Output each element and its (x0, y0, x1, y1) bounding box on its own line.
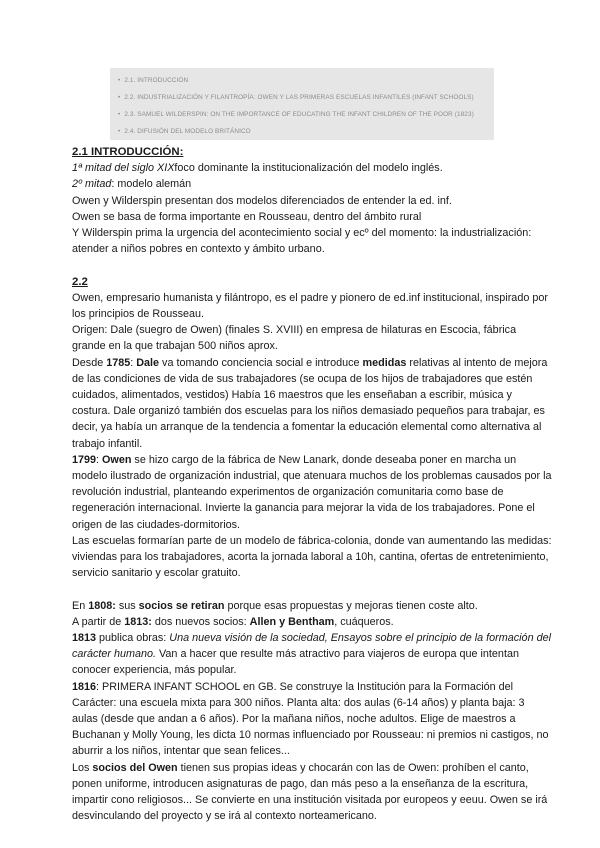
bullet-icon: • (118, 94, 121, 101)
paragraph: 2º mitad: modelo alemán (72, 178, 192, 191)
paragraph: Owen, empresario humanista y filántropo, es el padre y pionero de ed.inf institucional, inspirado por los principios de Rousseau. (72, 291, 548, 321)
toc-item: • 2.1. INTRODUCCIÓN (118, 77, 189, 84)
paragraph: En 1808: sus socios se retiran porque esas propuestas y mejoras tienen coste alto. (72, 599, 478, 612)
toc-item: • 2.2. INDUSTRIALIZACIÓN Y FILANTROPÍA: OWEN Y LAS PRIMERAS ESCUELAS INFANTILES (INFANT SCHOOLS) (118, 94, 474, 101)
paragraph: Y Wilderspin prima la urgencia del acontecimiento social y ecº del momento: la industrialización: atender a niños pobres en contexto y ámbito urbano. (72, 227, 532, 256)
table-of-contents (110, 68, 494, 140)
toc-item: • 2.3. SAMUEL WILDERSPIN: ON THE IMPORTANCE OF EDUCATING THE INFANT CHILDREN OF THE POOR (1823) (118, 111, 474, 118)
paragraph: Las escuelas formarían parte de un modelo de fábrica-colonia, donde van aumentando las medidas: viviendas para los trabajadores, acorta la jornada laboral a 10h, cantina, ofertas de entretenimiento, servicio sanitario y escolar gratuito. (72, 534, 552, 580)
spacer (72, 581, 552, 597)
paragraph: A partir de 1813: dos nuevos socios: Allen y Bentham, cuáqueros. (72, 615, 394, 628)
paragraph: Owen y Wilderspin presentan dos modelos diferenciados de entender la ed. inf. (72, 194, 452, 207)
paragraph: Origen: Dale (suegro de Owen) (finales S. XVIII) en empresa de hilaturas en Escocia, fábrica grande en la que trabajan 500 niños aprox. (72, 324, 517, 353)
bullet-icon: • (118, 111, 121, 118)
paragraph: 1816: PRIMERA INFANT SCHOOL en GB. Se construye la Institución para la Formación del Carácter: una escuela mixta para 300 niños. Planta alta: dos aulas (6-14 años) y planta baja: 3 aulas (desde que andan a 6 años). Por la mañana niños, noche adultos. Elige de maestros a Buchanan y Molly Young, les dicta 10 normas influenciado por Rousseau: ni premios ni castigos, no aburrir a los niños, intentar que sean felices... (72, 680, 549, 758)
paragraph: Desde 1785: Dale va tomando conciencia social e introduce medidas relativas al intento de mejora de las condiciones de vida de sus trabajadores (se ocupa de los hijos de trabajadores que estén cuidados, alimentados, vestidos) Había 16 maestros que les enseñaban a escribir, música y costura. Dale organizó también dos escuelas para los niños demasiado pequeños para trabajar, es decir, ya había un arranque de la tendencia a fomentar la educación elemental como alternativa al trabajo infantil. (72, 356, 548, 450)
paragraph: Los socios del Owen tienen sus propias ideas y chocarán con las de Owen: prohíben el canto, ponen uniforme, introducen asignaturas de pago, dan más peso a la enseñanza de la escritura, impartir cono religiosos... Se convierte en una institución visitada por europeos y eeuu. Owen se irá desvinculando del proyecto y se irá al contexto norteamericano. (72, 761, 548, 823)
section-heading-2-1: 2.1 INTRODUCCIÓN: (72, 146, 184, 158)
toc-item: • 2.4. DIFUSIÓN DEL MODELO BRITÁNICO (118, 128, 251, 135)
paragraph: 1ª mitad del siglo XIXfoco dominante la institucionalización del modelo inglés. (72, 162, 443, 175)
paragraph: 1813 publica obras: Una nueva visión de la sociedad, Ensayos sobre el principio de la formación del carácter humano. Van a hacer que resulte más atractivo para viajeros de europa que intentan conocer experiencia, más popular. (72, 632, 551, 677)
paragraph: 1799: Owen se hizo cargo de la fábrica de New Lanark, donde deseaba poner en marcha un modelo ilustrado de organización industrial, que atenuara muchos de los problemas causados por la revolución industrial, planteando experimentos de organización comunitaria como base de regeneración internacional. Invierte la ganancia para mejorar la vida de los trabajadores. Pone el origen de las ciudades-dormitorios. (72, 453, 552, 531)
spacer (72, 257, 552, 273)
bullet-icon: • (118, 128, 121, 135)
paragraph: Owen se basa de forma importante en Rousseau, dentro del ámbito rural (72, 210, 422, 223)
section-heading-2-2: 2.2 (72, 275, 88, 288)
document-body (72, 144, 552, 825)
bullet-icon: • (118, 77, 121, 84)
